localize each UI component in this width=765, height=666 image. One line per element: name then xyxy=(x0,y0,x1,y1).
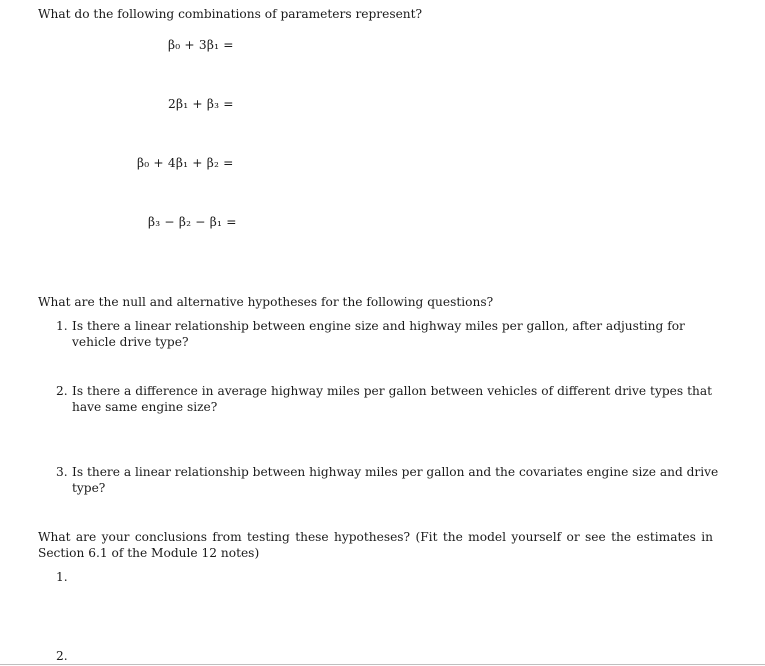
hypothesis-item-number: 1. xyxy=(56,319,68,333)
conclusion-item-number: 1. xyxy=(56,570,68,584)
question-conclusions: What are your conclusions from testing these hypotheses? (Fit the model yourself or see the estimates in Section 6.1 of the Module 12 notes) xyxy=(38,530,713,560)
hypothesis-item-text: Is there a linear relationship between engine size and highway miles per gallon, after adjusting for vehicle drive type? xyxy=(72,319,685,349)
hypothesis-item-text: Is there a linear relationship between highway miles per gallon and the covariates engine size and drive type? xyxy=(72,465,719,495)
hypothesis-item-number: 3. xyxy=(56,465,68,479)
page-bottom-border xyxy=(0,664,765,665)
question-parameter-combinations: What do the following combinations of parameters represent? xyxy=(38,7,423,21)
equation-4: β₃ − β₂ − β₁ = xyxy=(148,215,237,229)
question-hypotheses: What are the null and alternative hypotheses for the following questions? xyxy=(38,295,494,309)
equation-3: β₀ + 4β₁ + β₂ = xyxy=(137,156,234,170)
hypothesis-item-number: 2. xyxy=(56,384,68,398)
equation-1: β₀ + 3β₁ = xyxy=(168,38,234,52)
equation-2: 2β₁ + β₃ = xyxy=(168,97,234,111)
hypothesis-item-text: Is there a difference in average highway miles per gallon between vehicles of different drive types that have same engine size? xyxy=(72,384,712,414)
conclusion-item-number: 2. xyxy=(56,649,68,663)
